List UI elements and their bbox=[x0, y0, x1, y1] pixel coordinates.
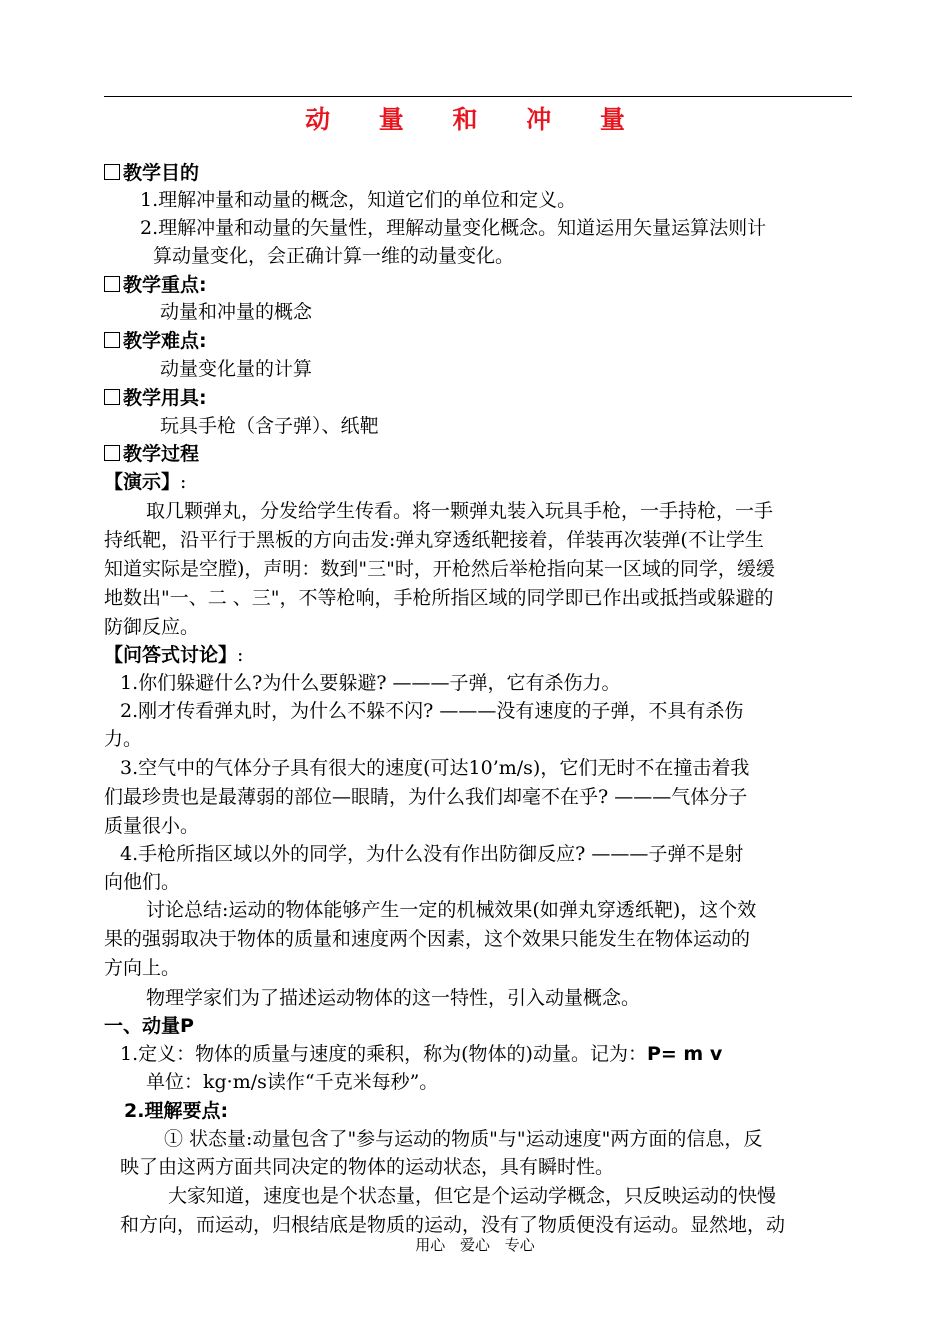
checkbox-icon bbox=[104, 332, 120, 348]
demo-heading: 【演示】: bbox=[104, 471, 187, 493]
demo-line: 取几颗弹丸，分发给学生传看。将一颗弹丸装入玩具手枪，一手持枪，一手 bbox=[146, 500, 774, 522]
discussion-heading: 【问答式讨论】: bbox=[104, 644, 244, 666]
point-1a: ① 状态量:动量包含了"参与运动的物质"与"运动速度"两方面的信息，反 bbox=[164, 1128, 763, 1150]
paragraph-a: 大家知道，速度也是个状态量，但它是个运动学概念，只反映运动的快慢 bbox=[168, 1185, 777, 1207]
momentum-unit: 单位：kg·m/s读作“千克米每秒”。 bbox=[146, 1071, 439, 1093]
momentum-definition: 1.定义：物体的质量与速度的乘积，称为(物体的)动量。记为：P= m v bbox=[120, 1043, 723, 1065]
checkbox-icon bbox=[104, 445, 120, 461]
summary-line: 方向上。 bbox=[104, 957, 181, 979]
point-1b: 映了由这两方面共同决定的物体的运动状态，具有瞬时性。 bbox=[120, 1156, 615, 1178]
question-4b: 向他们。 bbox=[104, 871, 181, 893]
difficulty-text: 动量变化量的计算 bbox=[160, 358, 313, 380]
page-footer: 用心 爱心 专心 bbox=[415, 1236, 535, 1254]
objective-2b: 算动量变化，会正确计算一维的动量变化。 bbox=[153, 245, 515, 267]
demo-line: 地数出"一、二 、三"，不等枪响，手枪所指区域的同学即已作出或抵挡或躲避的 bbox=[104, 587, 774, 609]
question-3a: 3.空气中的气体分子具有很大的速度(可达10’m/s)，它们无时不在撞击着我 bbox=[120, 757, 750, 779]
objective-1: 1.理解冲量和动量的概念，知道它们的单位和定义。 bbox=[140, 189, 577, 211]
difficulty-heading: 教学难点: bbox=[104, 328, 207, 354]
summary-line: 讨论总结:运动的物体能够产生一定的机械效果(如弹丸穿透纸靶)，这个效 bbox=[146, 899, 757, 921]
tools-heading: 教学用具: bbox=[104, 385, 207, 411]
question-2a: 2.刚才传看弹丸时，为什么不躲不闪? ———没有速度的子弹，不具有杀伤 bbox=[120, 700, 744, 722]
question-1: 1.你们躲避什么?为什么要躲避? ———子弹，它有杀伤力。 bbox=[120, 672, 621, 694]
momentum-heading: 一、动量P bbox=[104, 1015, 194, 1037]
page-title: 动 量 和 冲 量 bbox=[305, 105, 645, 134]
tools-text: 玩具手枪（含子弹）、纸靶 bbox=[160, 415, 379, 437]
intro-line: 物理学家们为了描述运动物体的这一特性，引入动量概念。 bbox=[146, 987, 641, 1009]
question-2b: 力。 bbox=[104, 728, 143, 750]
checkbox-icon bbox=[104, 389, 120, 405]
checkbox-icon bbox=[104, 276, 120, 292]
process-heading: 教学过程 bbox=[104, 441, 199, 467]
key-text: 动量和冲量的概念 bbox=[160, 301, 313, 323]
demo-line: 持纸靶，沿平行于黑板的方向击发:弹丸穿透纸靶接着，佯装再次装弹(不让学生 bbox=[104, 529, 764, 551]
summary-line: 果的强弱取决于物体的质量和速度两个因素，这个效果只能发生在物体运动的 bbox=[104, 928, 751, 950]
momentum-formula: P= m v bbox=[646, 1043, 723, 1065]
question-3b: 们最珍贵也是最薄弱的部位—眼睛，为什么我们却毫不在乎? ———气体分子 bbox=[104, 786, 748, 808]
objectives-heading: 教学目的 bbox=[104, 160, 199, 186]
question-3c: 质量很小。 bbox=[104, 815, 200, 837]
demo-line: 防御反应。 bbox=[104, 616, 200, 638]
demo-line: 知道实际是空膛)，声明：数到"三"时，开枪然后举枪指向某一区域的同学，缓缓 bbox=[104, 558, 775, 580]
points-heading: 2.理解要点: bbox=[124, 1100, 229, 1122]
paragraph-b: 和方向，而运动，归根结底是物质的运动，没有了物质便没有运动。显然地，动 bbox=[120, 1214, 786, 1236]
key-heading: 教学重点: bbox=[104, 272, 207, 298]
question-4a: 4.手枪所指区域以外的同学，为什么没有作出防御反应? ———子弹不是射 bbox=[120, 843, 744, 865]
objective-2a: 2.理解冲量和动量的矢量性，理解动量变化概念。知道运用矢量运算法则计 bbox=[140, 217, 767, 239]
checkbox-icon bbox=[104, 164, 120, 180]
top-rule bbox=[104, 96, 852, 97]
